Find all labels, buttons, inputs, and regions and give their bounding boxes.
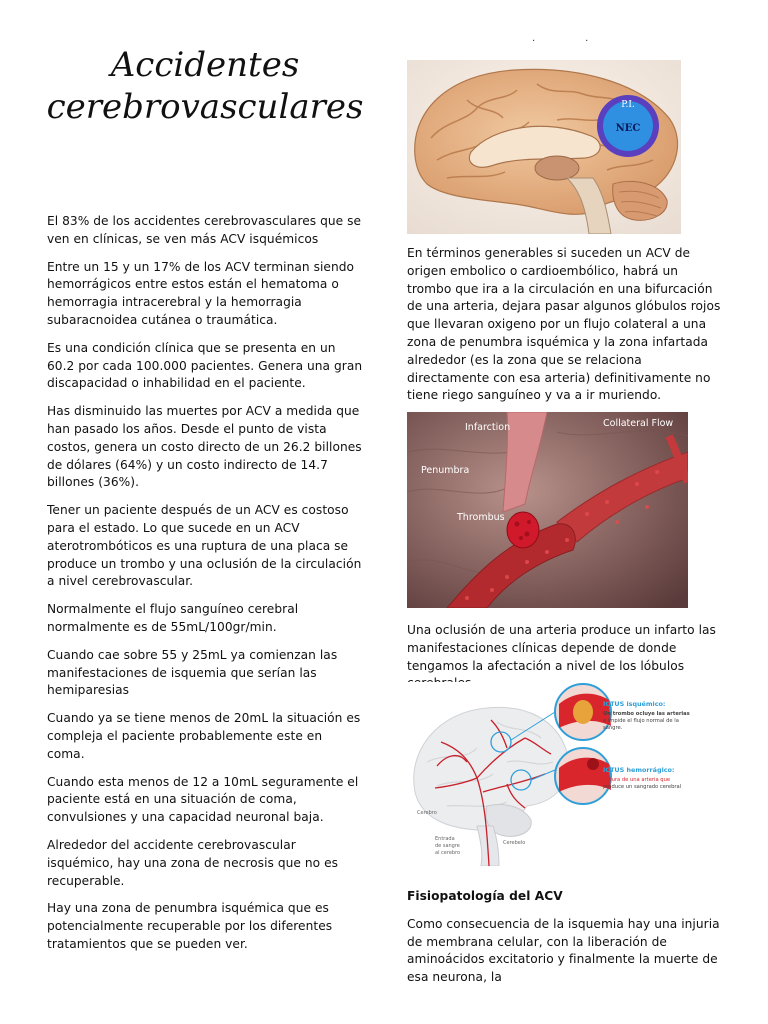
ictus-isquemico-title: ICTUS isquémico:: [603, 700, 666, 708]
ictus-illustration: [407, 682, 707, 866]
left-paragraph: El 83% de los accidentes cerebrovasculares que se ven en clínicas, se ven más ACV isquémicos: [47, 214, 362, 246]
left-paragraph: Entre un 15 y un 17% de los ACV terminan siendo hemorrágicos entre estos están el hematoma o hemorragia intracerebral y la hemorragia subaracnoidea cutánea o traumática.: [47, 259, 355, 327]
badge-main-text: NEC: [615, 123, 641, 134]
label-entrada-2: de sangre: [435, 843, 460, 849]
left-paragraph: Normalmente el flujo sanguíneo cerebral normalmente es de 55mL/100gr/min.: [47, 602, 299, 634]
ictus-hemorragico-title: ICTUS hemorrágico:: [603, 766, 675, 774]
ictus-hemorragico-line-2: produce un sangrado cerebral: [603, 784, 682, 790]
decorative-dots: ··: [532, 36, 639, 47]
label-entrada-3: al cerebro: [435, 850, 461, 856]
label-cerebro: Cerebro: [417, 810, 437, 816]
right-paragraph-3: Como consecuencia de la isquemia hay una injuria de membrana celular, con la liberación de aminoácidos excitatorio y finalmente la muerte de esa neurona, la: [407, 916, 720, 985]
ictus-hemorragico-line-1: Rotura de una arteria que: [603, 777, 671, 783]
left-paragraph: Tener un paciente después de un ACV es costoso para el estado. Lo que sucede en un ACV aterotrombóticos es una ruptura de una placa se produce un trombo y una oclusión de la circulación a nivel cerebrovascular.: [47, 503, 362, 589]
left-column: [47, 213, 363, 964]
right-paragraph-1: En términos generables si suceden un ACV de origen embolico o cardioembólico, habrá un trombo que ira a la circulación en una bifurcación de una arteria, dejara pasar algunos glóbulos rojos que llevaran oxigeno por un flujo colateral a una zona de penumbra isquémica y la zona infartada alrededor (es la zona que se relaciona directamente con esa arteria) definitivamente no tiene riego sanguíneo y va a ir muriendo.: [407, 246, 721, 403]
ictus-isquemico-line-1: Un trombo ocluye las arterias: [603, 711, 690, 717]
left-paragraph: Cuando cae sobre 55 y 25mL ya comienzan las manifestaciones de isquemia que serían las hemiparesias: [47, 647, 338, 698]
left-paragraph: Cuando ya se tiene menos de 20mL la situación es compleja el paciente probablemente este en coma.: [47, 711, 361, 761]
label-penumbra: Penumbra: [421, 465, 470, 476]
brain-illustration: [407, 60, 681, 234]
label-collateral-flow: Collateral Flow: [603, 418, 674, 429]
title-line-2: cerebrovasculares: [46, 87, 364, 127]
left-paragraph: Es una condición clínica que se presenta en un 60.2 por cada 100.000 pacientes. Genera una gran discapacidad o inhabilidad en el paciente.: [47, 340, 363, 391]
badge-top-text: P.I.: [621, 100, 635, 110]
right-column-bottom: [407, 888, 723, 997]
ictus-isquemico-line-3: sangre.: [603, 725, 623, 731]
page-title: [40, 44, 370, 128]
infarction-diagram-image: [407, 412, 688, 608]
label-thrombus: Thrombus: [457, 512, 505, 523]
left-paragraph: Cuando esta menos de 12 a 10mL seguramente el paciente está en una situación de coma, convulsiones y una capacidad neuronal baja.: [47, 774, 359, 825]
label-cerebelo: Cerebelo: [503, 840, 526, 846]
ictus-diagram-image: [407, 682, 707, 866]
left-paragraph: Hay una zona de penumbra isquémica que es potencialmente recuperable por los diferentes tratamientos que se pueden ver.: [47, 901, 333, 951]
right-paragraph-2: Una oclusión de una arteria produce un infarto las manifestaciones clínicas depende de donde tengamos la afectación a nivel de los lóbulos: [407, 623, 716, 673]
ictus-isquemico-line-2: e impide el flujo normal de la: [603, 718, 679, 724]
right-column-top: [407, 245, 723, 415]
title-line-1: Accidentes: [110, 45, 300, 85]
label-entrada-1: Entrada: [435, 836, 455, 842]
label-infarction: Infarction: [465, 422, 511, 433]
infarction-illustration: [407, 412, 688, 608]
section-heading: Fisiopatología del ACV: [407, 889, 563, 903]
brain-sagittal-image: [407, 60, 681, 234]
left-paragraph: Alrededor del accidente cerebrovascular isquémico, hay una zona de necrosis que no es recuperable.: [47, 837, 339, 888]
left-paragraph: Has disminuido las muertes por ACV a medida que han pasado los años. Desde el punto de vista costos, genera un costo directo de un 26.2 billones de dólares (64%) y un costo indirecto de 14.7 billones (36%).: [47, 404, 362, 490]
